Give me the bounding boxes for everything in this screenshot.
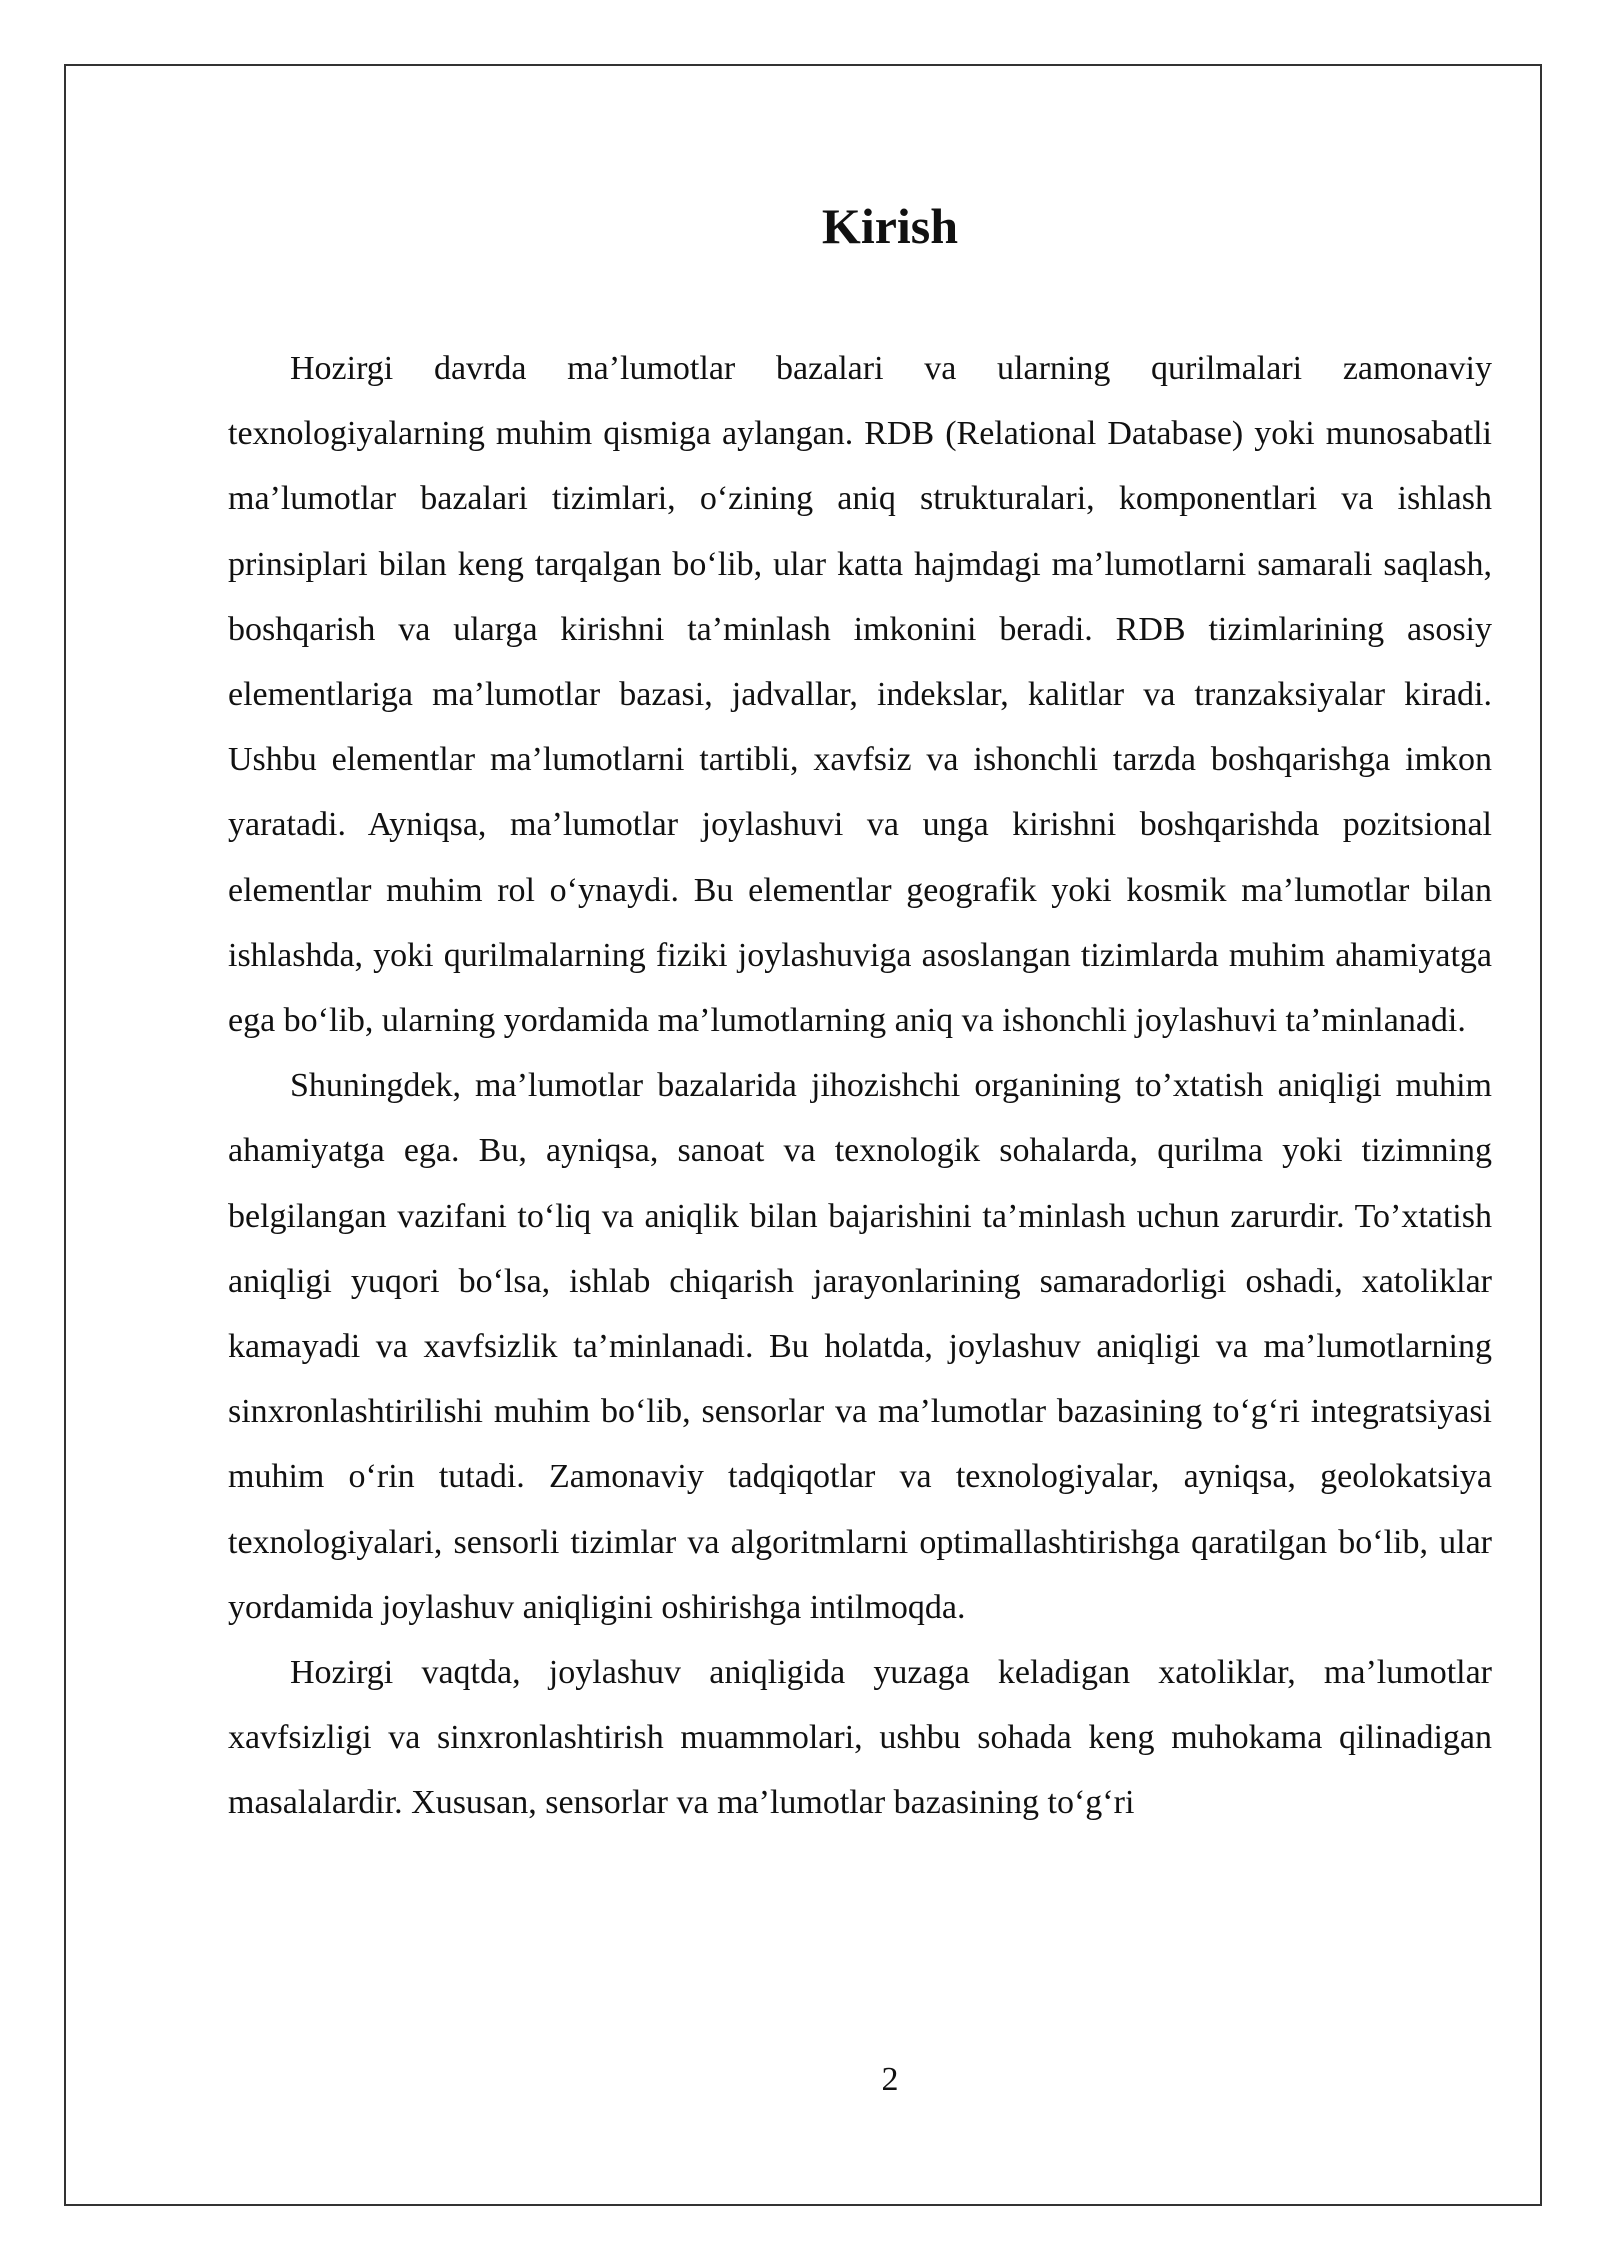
- paragraph-1: Hozirgi davrda ma’lumotlar bazalari va ularning qurilmalari zamonaviy texnologiyalarning muhim qismiga aylangan. RDB (Relational Database) yoki munosabatli ma’lumotlar bazalari tizimlari, o‘zining aniq strukturalari, komponentlari va ishlash prinsiplari bilan keng tarqalgan bo‘lib, ular katta hajmdagi ma’lumotlarni samarali saqlash, boshqarish va ularga kirishni ta’minlash imkonini beradi. RDB tizimlarining asosiy elementlariga ma’lumotlar bazasi, jadvallar, indekslar, kalitlar va tranzaksiyalar kiradi. Ushbu elementlar ma’lumotlarni tartibli, xavfsiz va ishonchli tarzda boshqarishga imkon yaratadi. Ayniqsa, ma’lumotlar joylashuvi va unga kirishni boshqarishda pozitsional elementlar muhim rol o‘ynaydi. Bu elementlar geografik yoki kosmik ma’lumotlar bilan ishlashda, yoki qurilmalarning fiziki joylashuviga asoslangan tizimlarda muhim ahamiyatga ega bo‘lib, ularning yordamida ma’lumotlarning aniq va ishonchli joylashuvi ta’minlanadi.: [228, 350, 1492, 1040]
- paragraph-3: Hozirgi vaqtda, joylashuv aniqligida yuzaga keladigan xatoliklar, ma’lumotlar xavfsizligi va sinxronlashtirish muammolari, ushbu sohada keng muhokama qilinadigan masalalardir. Xususan, sensorlar va ma’lumotlar bazasining to‘g‘ri: [228, 1654, 1492, 1822]
- paragraph-2: Shuningdek, ma’lumotlar bazalarida jihozishchi organining to’xtatish aniqligi muhim ahamiyatga ega. Bu, ayniqsa, sanoat va texnologik sohalarda, qurilma yoki tizimning belgilangan vazifani to‘liq va aniqlik bilan bajarishini ta’minlash uchun zarurdir. To’xtatish aniqligi yuqori bo‘lsa, ishlab chiqarish jarayonlarining samaradorligi oshadi, xatoliklar kamayadi va xavfsizlik ta’minlanadi. Bu holatda, joylashuv aniqligi va ma’lumotlarning sinxronlashtirilishi muhim bo‘lib, sensorlar va ma’lumotlar bazasining to‘g‘ri integratsiyasi muhim o‘rin tutadi. Zamonaviy tadqiqotlar va texnologiyalar, ayniqsa, geolokatsiya texnologiyalari, sensorli tizimlar va algoritmlarni optimallashtirishga qaratilgan bo‘lib, ular yordamida joylashuv aniqligini oshirishga intilmoqda.: [228, 1067, 1492, 1626]
- document-body: [228, 336, 1492, 1836]
- page-title: Kirish: [821, 198, 959, 254]
- page-number: 2: [881, 2061, 899, 2098]
